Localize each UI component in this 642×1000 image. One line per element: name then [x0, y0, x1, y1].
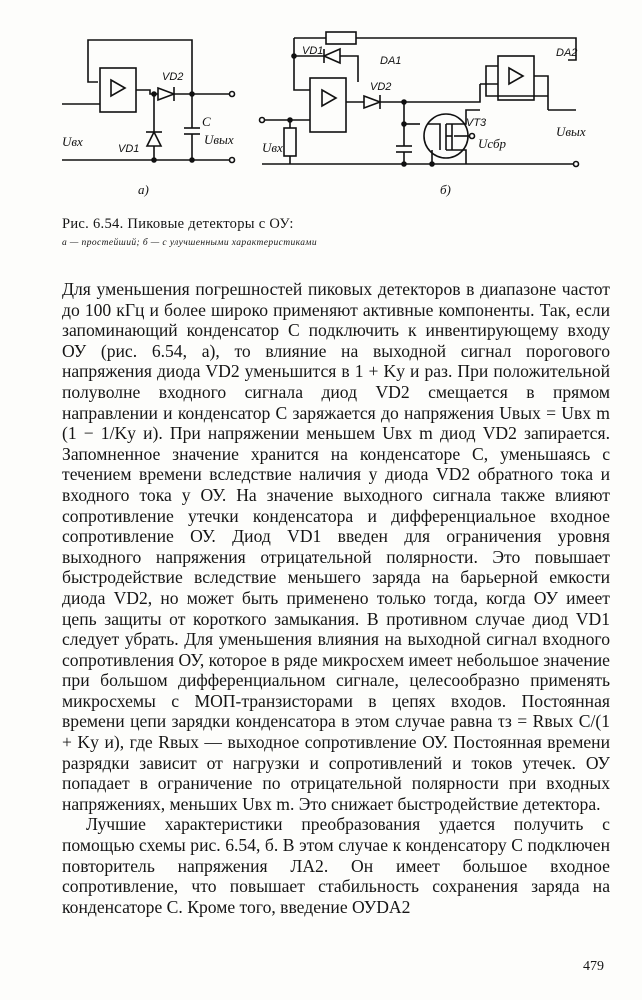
b-vd1-label: VD1	[302, 45, 324, 57]
b-vt3-label: VT3	[466, 117, 487, 129]
b-tag: б)	[440, 182, 451, 197]
b-da1-label: DA1	[380, 55, 402, 67]
body-text	[62, 279, 610, 917]
a-uin-label: Uвх	[62, 134, 83, 149]
a-tag: а)	[138, 182, 149, 197]
b-ureset-label: Uсбр	[478, 136, 507, 151]
paragraph-1: Для уменьшения погрешностей пиковых детекторов в диапазоне частот до 100 кГц и более широко применяют активные компоненты. Так, если запоминающий конденсатор C подключить к инвентирующему входу ОУ (рис. 6.54, а), то влияние на выходной сигнал порогового напряжения диода VD2 уменьшится в 1 + Kу и раз. При положительной полуволне входного сигнала диод VD2 смещается в прямом направлении и конденсатор C заряжается до напряжения Uвых = Uвх m (1 − 1/Kу и). При напряжении меньшем Uвх m диод VD2 запирается. Запомненное значение хранится на конденсаторе C, уменьшаясь с течением времени вследствие наличия у диода VD2 обратного тока и входного тока у ОУ. На значение выходного сигнала также влияют сопротивление утечки конденсатора и дифференциальное входное сопротивление ОУ. Диод VD1 введен для ограничения уровня выходного напряжения отрицательной полярности. Это повышает быстродействие вследствие меньшего заряда на барьерной емкости диода VD2, но может быть применено только тогда, когда ОУ имеет цепь защиты от короткого замыкания. В противном случае диод VD1 следует убрать. Для уменьшения влияния на выходной сигнал входного сопротивления ОУ, которое в ряде микросхем имеет небольшое значение при большом дифференциальном сигнале, целесообразно применять микросхемы с МОП-транзисторами в цепях входов. Постоянная времени цепи зарядки конденсатора в этом случае равна τз = Rвых C/(1 + Kу и), где Rвых — выходное сопротивление ОУ. Постоянная времени разрядки зависит от нагрузки и сопротивлений и токов утечек. ОУ попадает в ограничение по отрицательной полярности при входных напряжениях, меньших Uвх m. Это снижает быстродействие детектора.	[62, 279, 610, 814]
a-vd2-label: VD2	[162, 71, 184, 83]
circuit-diagrams	[0, 0, 642, 205]
b-uout-label: Uвых	[556, 124, 586, 139]
a-c-label: C	[202, 114, 211, 129]
circuit-figure	[0, 0, 642, 205]
figure-caption: Рис. 6.54. Пиковые детекторы с ОУ:	[62, 216, 294, 232]
b-vd2-label: VD2	[370, 81, 392, 93]
b-uin-label: Uвх	[262, 140, 283, 155]
figure-caption-sub: а — простейший; б — с улучшенными характеристиками	[62, 238, 318, 248]
paragraph-2: Лучшие характеристики преобразования удается получить с помощью схемы рис. 6.54, б. В этом случае к конденсатору C подключен повторитель напряжения ЛА2. Он имеет большое входное сопротивление, что повышает стабильность сохранения заряда на конденсаторе C. Кроме того, введение ОУDA2	[62, 814, 610, 917]
a-uout-label: Uвых	[204, 132, 234, 147]
a-vd1-label: VD1	[118, 143, 140, 155]
b-da2-label: DA2	[556, 47, 578, 59]
page-number: 479	[583, 959, 604, 974]
